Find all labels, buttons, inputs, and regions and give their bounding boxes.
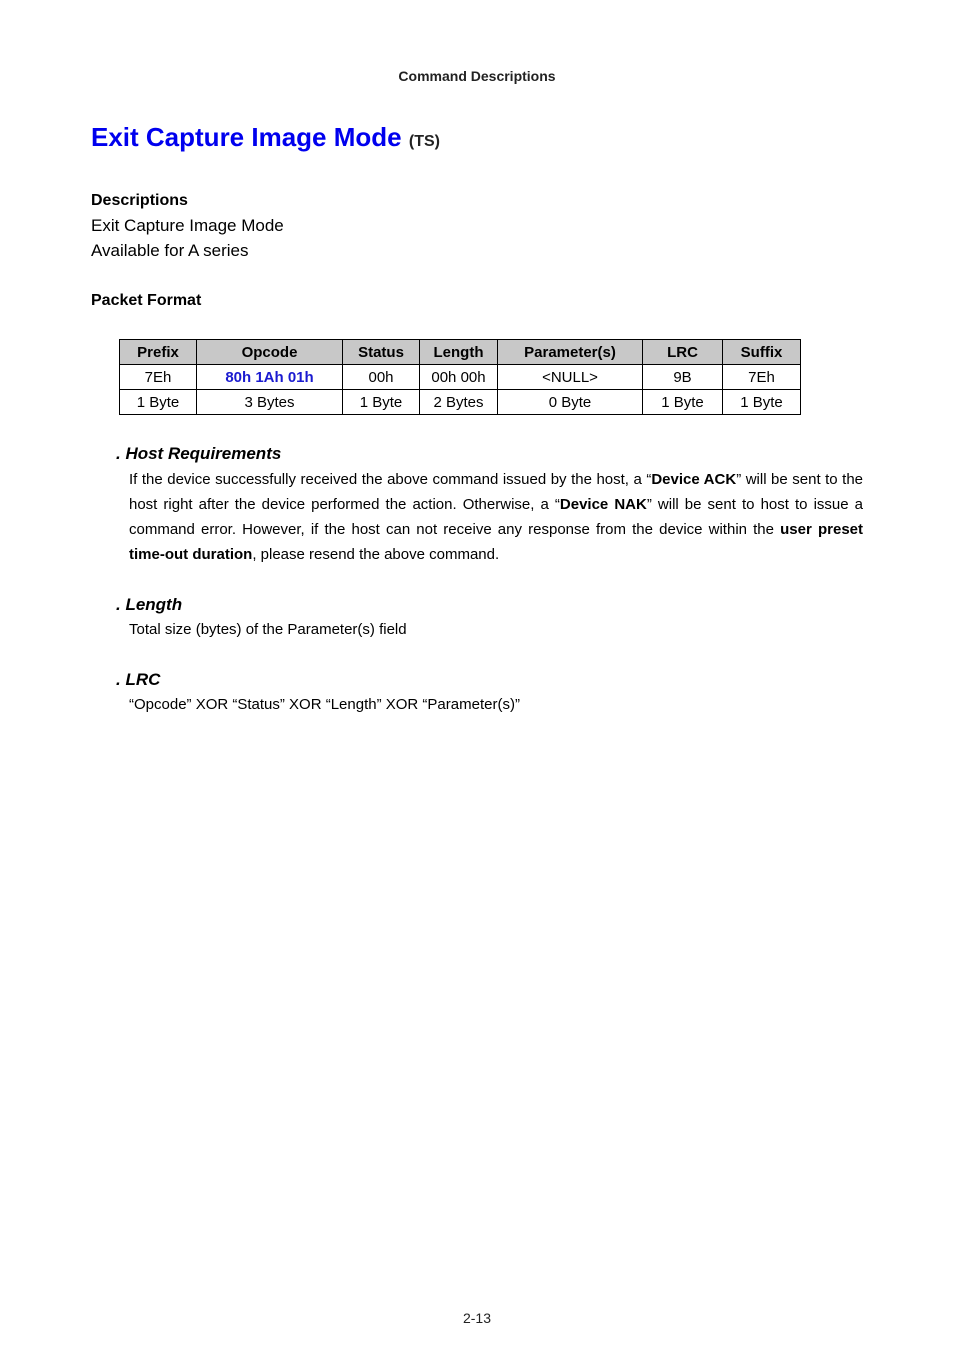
description-line: Available for A series bbox=[91, 241, 249, 260]
lrc-text: “Opcode” XOR “Status” XOR “Length” XOR “Parameter(s)” bbox=[129, 696, 520, 713]
packet-format-heading: Packet Format bbox=[91, 292, 202, 309]
column-header: Parameter(s) bbox=[498, 340, 643, 365]
table-header-row bbox=[120, 340, 801, 365]
table-cell: 1 Byte bbox=[643, 390, 723, 415]
table-cell: 3 Bytes bbox=[197, 390, 343, 415]
text-run: , please resend the above command. bbox=[252, 546, 500, 563]
page-number: 2-13 bbox=[462, 1310, 492, 1326]
column-header: Suffix bbox=[723, 340, 801, 365]
lrc-heading: . LRC bbox=[116, 670, 161, 689]
column-header: Prefix bbox=[120, 340, 197, 365]
opcode-value-cell: 80h 1Ah 01h bbox=[197, 365, 343, 390]
length-text: Total size (bytes) of the Parameter(s) field bbox=[129, 621, 407, 638]
descriptions-heading: Descriptions bbox=[91, 192, 188, 209]
text-run: If the device successfully received the above command issued by the host, a “ bbox=[129, 471, 652, 488]
column-header: Opcode bbox=[197, 340, 343, 365]
column-header: LRC bbox=[643, 340, 723, 365]
host-requirements-text bbox=[129, 467, 863, 567]
page-title-text: Exit Capture Image Mode bbox=[91, 122, 402, 152]
column-header: Status bbox=[343, 340, 420, 365]
table-cell: 00h bbox=[343, 365, 420, 390]
table-cell: <NULL> bbox=[498, 365, 643, 390]
command-code: (TS) bbox=[408, 133, 440, 150]
running-header: Command Descriptions bbox=[398, 68, 556, 84]
bold-term-device-ack: Device ACK bbox=[651, 471, 737, 488]
bold-term-timeout: user preset time-out duration bbox=[129, 521, 863, 563]
table-cell: 7Eh bbox=[723, 365, 801, 390]
table-row-sizes bbox=[120, 390, 801, 415]
table-cell: 2 Bytes bbox=[420, 390, 498, 415]
table-cell: 9B bbox=[643, 365, 723, 390]
table-row-values bbox=[120, 365, 801, 390]
host-requirements-heading: . Host Requirements bbox=[116, 444, 282, 463]
page-title bbox=[91, 122, 440, 153]
table-cell: 1 Byte bbox=[343, 390, 420, 415]
text-run: ” will be sent to the host right after the device performed the action. Otherwise, a “ bbox=[129, 471, 864, 513]
bold-term-device-nak: Device NAK bbox=[559, 496, 647, 513]
column-header: Length bbox=[420, 340, 498, 365]
length-heading: . Length bbox=[116, 595, 183, 614]
table-cell: 00h 00h bbox=[420, 365, 498, 390]
packet-format-table bbox=[119, 339, 801, 415]
description-line: Exit Capture Image Mode bbox=[91, 216, 284, 235]
table-cell: 7Eh bbox=[120, 365, 197, 390]
table-cell: 1 Byte bbox=[723, 390, 801, 415]
table-cell: 1 Byte bbox=[120, 390, 197, 415]
table-cell: 0 Byte bbox=[498, 390, 643, 415]
text-run: ” will be sent to host to issue a command error. However, if the host can not receive any response from the device within the bbox=[129, 496, 863, 538]
